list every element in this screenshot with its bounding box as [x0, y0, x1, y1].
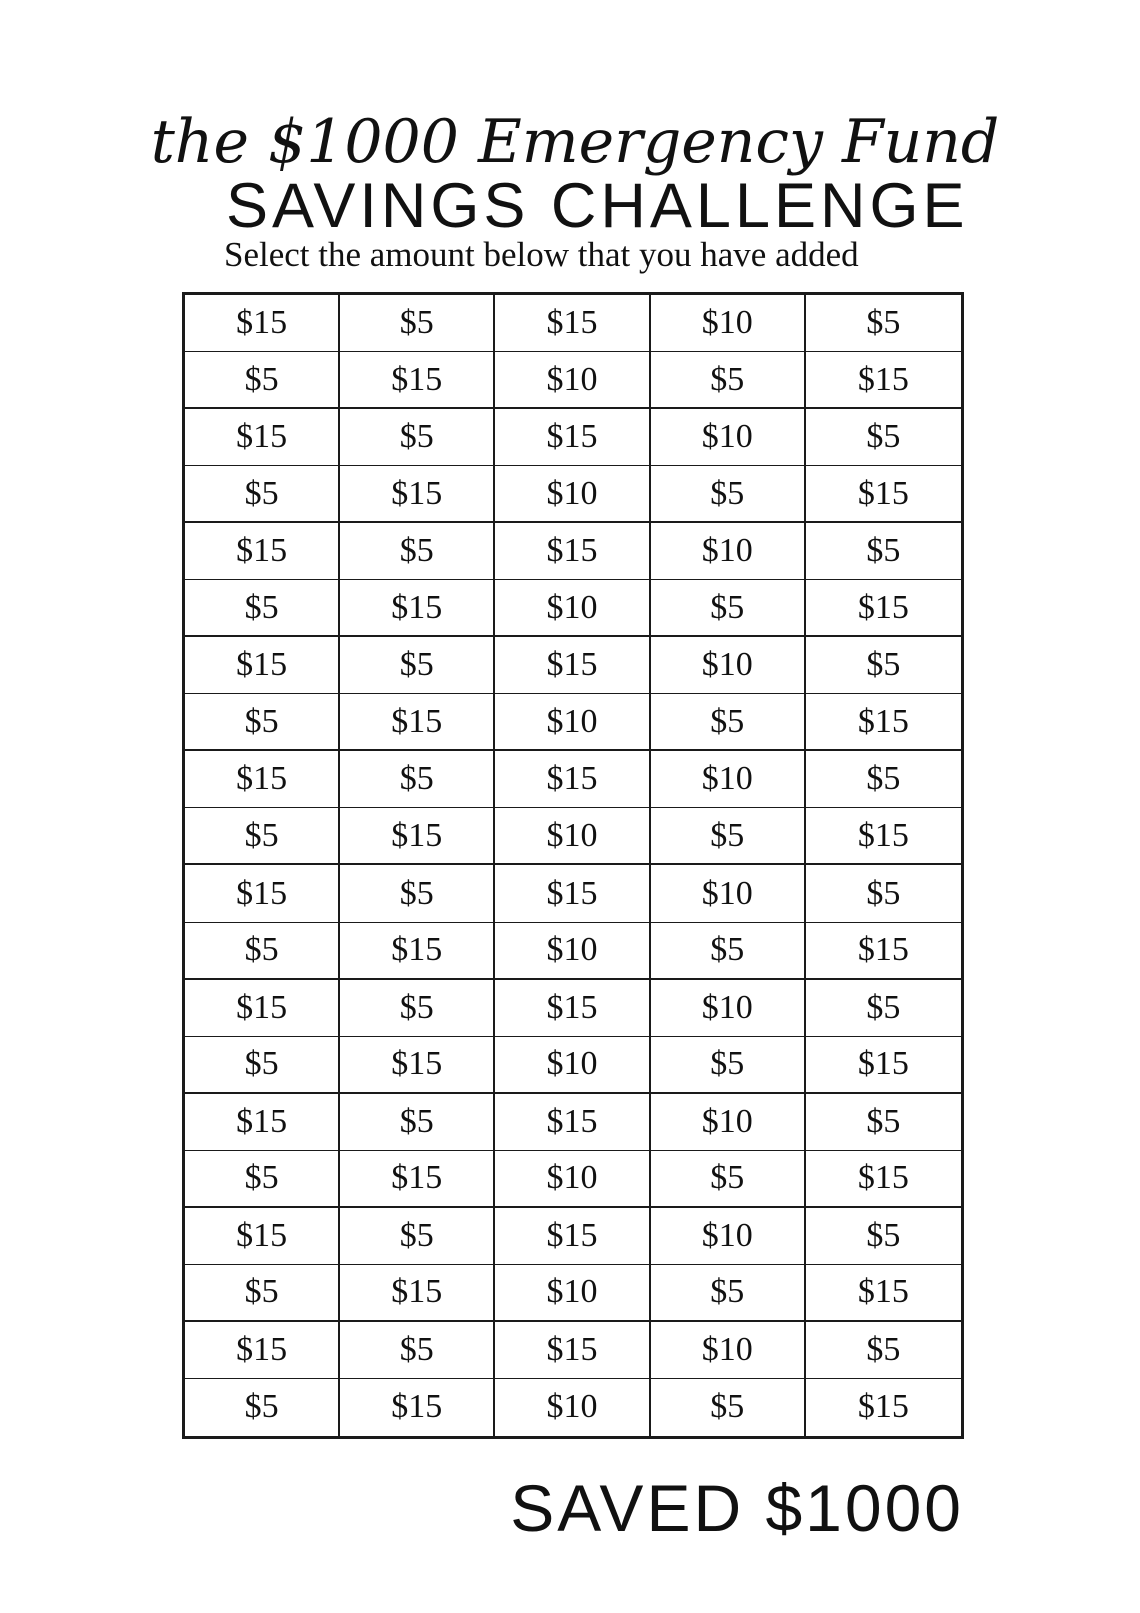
- amount-cell[interactable]: $15: [495, 409, 650, 466]
- amount-cell[interactable]: $5: [651, 923, 806, 980]
- amount-cell[interactable]: $5: [651, 1265, 806, 1322]
- amount-cell[interactable]: $10: [495, 580, 650, 637]
- amount-cell[interactable]: $15: [185, 1208, 340, 1265]
- amount-cell[interactable]: $5: [340, 751, 495, 808]
- amount-cell[interactable]: $5: [185, 1151, 340, 1208]
- amount-cell[interactable]: $5: [806, 1322, 961, 1379]
- amount-cell[interactable]: $15: [340, 580, 495, 637]
- amount-cell[interactable]: $15: [185, 751, 340, 808]
- amount-cell[interactable]: $10: [651, 523, 806, 580]
- amount-cell[interactable]: $15: [340, 923, 495, 980]
- title-line-emergency-fund: the $1000 Emergency Fund: [150, 107, 1000, 177]
- amount-cell[interactable]: $15: [340, 1151, 495, 1208]
- amount-cell[interactable]: $15: [806, 580, 961, 637]
- amount-cell[interactable]: $5: [185, 694, 340, 751]
- amount-cell[interactable]: $15: [340, 1265, 495, 1322]
- amount-cell[interactable]: $5: [651, 694, 806, 751]
- amount-cell[interactable]: $15: [340, 466, 495, 523]
- amount-cell[interactable]: $15: [806, 466, 961, 523]
- amount-cell[interactable]: $10: [495, 694, 650, 751]
- amount-cell[interactable]: $5: [340, 980, 495, 1037]
- amount-cell[interactable]: $15: [185, 637, 340, 694]
- amount-cell[interactable]: $15: [185, 865, 340, 922]
- amount-cell[interactable]: $10: [651, 1208, 806, 1265]
- amount-cell[interactable]: $10: [651, 1322, 806, 1379]
- amount-cell[interactable]: $15: [495, 637, 650, 694]
- amount-cell[interactable]: $10: [651, 751, 806, 808]
- amount-cell[interactable]: $5: [185, 466, 340, 523]
- amount-cell[interactable]: $5: [340, 409, 495, 466]
- amount-cell[interactable]: $10: [495, 352, 650, 409]
- amount-cell[interactable]: $10: [495, 808, 650, 865]
- amount-cell[interactable]: $15: [495, 1322, 650, 1379]
- amount-cell[interactable]: $10: [495, 1151, 650, 1208]
- amount-cell[interactable]: $5: [806, 637, 961, 694]
- amount-cell[interactable]: $10: [651, 295, 806, 352]
- amount-cell[interactable]: $15: [340, 1379, 495, 1436]
- amount-cell[interactable]: $5: [185, 1379, 340, 1436]
- amount-cell[interactable]: $5: [806, 295, 961, 352]
- amount-cell[interactable]: $15: [806, 923, 961, 980]
- amount-cell[interactable]: $5: [651, 808, 806, 865]
- amount-cell[interactable]: $15: [495, 295, 650, 352]
- amount-cell[interactable]: $5: [651, 580, 806, 637]
- amount-cell[interactable]: $5: [185, 580, 340, 637]
- amount-cell[interactable]: $10: [651, 637, 806, 694]
- amount-cell[interactable]: $5: [806, 523, 961, 580]
- amount-cell[interactable]: $5: [340, 1208, 495, 1265]
- amount-cell[interactable]: $5: [185, 352, 340, 409]
- savings-amount-grid: [182, 292, 964, 1439]
- amount-cell[interactable]: $15: [340, 1037, 495, 1094]
- amount-cell[interactable]: $5: [185, 1265, 340, 1322]
- amount-cell[interactable]: $15: [495, 1094, 650, 1151]
- amount-cell[interactable]: $15: [806, 1265, 961, 1322]
- amount-cell[interactable]: $10: [651, 980, 806, 1037]
- amount-cell[interactable]: $15: [495, 751, 650, 808]
- title-line-savings-challenge: SAVINGS CHALLENGE: [226, 171, 969, 241]
- saved-total-label: SAVED $1000: [510, 1471, 964, 1545]
- amount-cell[interactable]: $10: [495, 1265, 650, 1322]
- amount-cell[interactable]: $15: [495, 865, 650, 922]
- amount-cell[interactable]: $15: [185, 409, 340, 466]
- amount-cell[interactable]: $5: [806, 980, 961, 1037]
- amount-cell[interactable]: $15: [340, 352, 495, 409]
- amount-cell[interactable]: $5: [185, 923, 340, 980]
- instructions-subtitle: Select the amount below that you have added: [224, 235, 859, 274]
- amount-cell[interactable]: $5: [185, 1037, 340, 1094]
- amount-cell[interactable]: $15: [806, 352, 961, 409]
- amount-cell[interactable]: $15: [495, 980, 650, 1037]
- amount-cell[interactable]: $10: [495, 1037, 650, 1094]
- amount-cell[interactable]: $5: [340, 637, 495, 694]
- amount-cell[interactable]: $10: [651, 1094, 806, 1151]
- amount-cell[interactable]: $15: [185, 523, 340, 580]
- amount-cell[interactable]: $5: [651, 1379, 806, 1436]
- amount-cell[interactable]: $5: [340, 295, 495, 352]
- amount-cell[interactable]: $15: [495, 1208, 650, 1265]
- amount-cell[interactable]: $15: [185, 980, 340, 1037]
- amount-cell[interactable]: $10: [651, 409, 806, 466]
- amount-cell[interactable]: $10: [651, 865, 806, 922]
- amount-cell[interactable]: $15: [806, 694, 961, 751]
- amount-cell[interactable]: $5: [651, 1037, 806, 1094]
- amount-cell[interactable]: $5: [806, 1094, 961, 1151]
- amount-cell[interactable]: $15: [806, 1037, 961, 1094]
- amount-cell[interactable]: $5: [806, 409, 961, 466]
- amount-cell[interactable]: $15: [495, 523, 650, 580]
- amount-cell[interactable]: $15: [340, 808, 495, 865]
- amount-cell[interactable]: $10: [495, 1379, 650, 1436]
- amount-cell[interactable]: $10: [495, 466, 650, 523]
- amount-cell[interactable]: $15: [185, 1094, 340, 1151]
- amount-cell[interactable]: $5: [340, 1094, 495, 1151]
- amount-cell[interactable]: $5: [340, 1322, 495, 1379]
- amount-cell[interactable]: $15: [806, 808, 961, 865]
- amount-cell[interactable]: $15: [857, 1388, 909, 1426]
- amount-cell[interactable]: $5: [340, 523, 495, 580]
- amount-cell[interactable]: $15: [185, 1322, 340, 1379]
- amount-cell[interactable]: $5: [806, 865, 961, 922]
- amount-cell[interactable]: $10: [495, 923, 650, 980]
- amount-cell[interactable]: $5: [806, 751, 961, 808]
- amount-cell[interactable]: $15: [806, 1151, 961, 1208]
- amount-cell[interactable]: $15: [340, 694, 495, 751]
- amount-cell[interactable]: $5: [651, 352, 806, 409]
- amount-cell[interactable]: $5: [806, 1208, 961, 1265]
- amount-cell[interactable]: $5: [651, 466, 806, 523]
- amount-cell[interactable]: $5: [651, 1151, 806, 1208]
- amount-cell[interactable]: $5: [185, 808, 340, 865]
- amount-cell[interactable]: $15: [185, 295, 340, 352]
- amount-cell[interactable]: $5: [340, 865, 495, 922]
